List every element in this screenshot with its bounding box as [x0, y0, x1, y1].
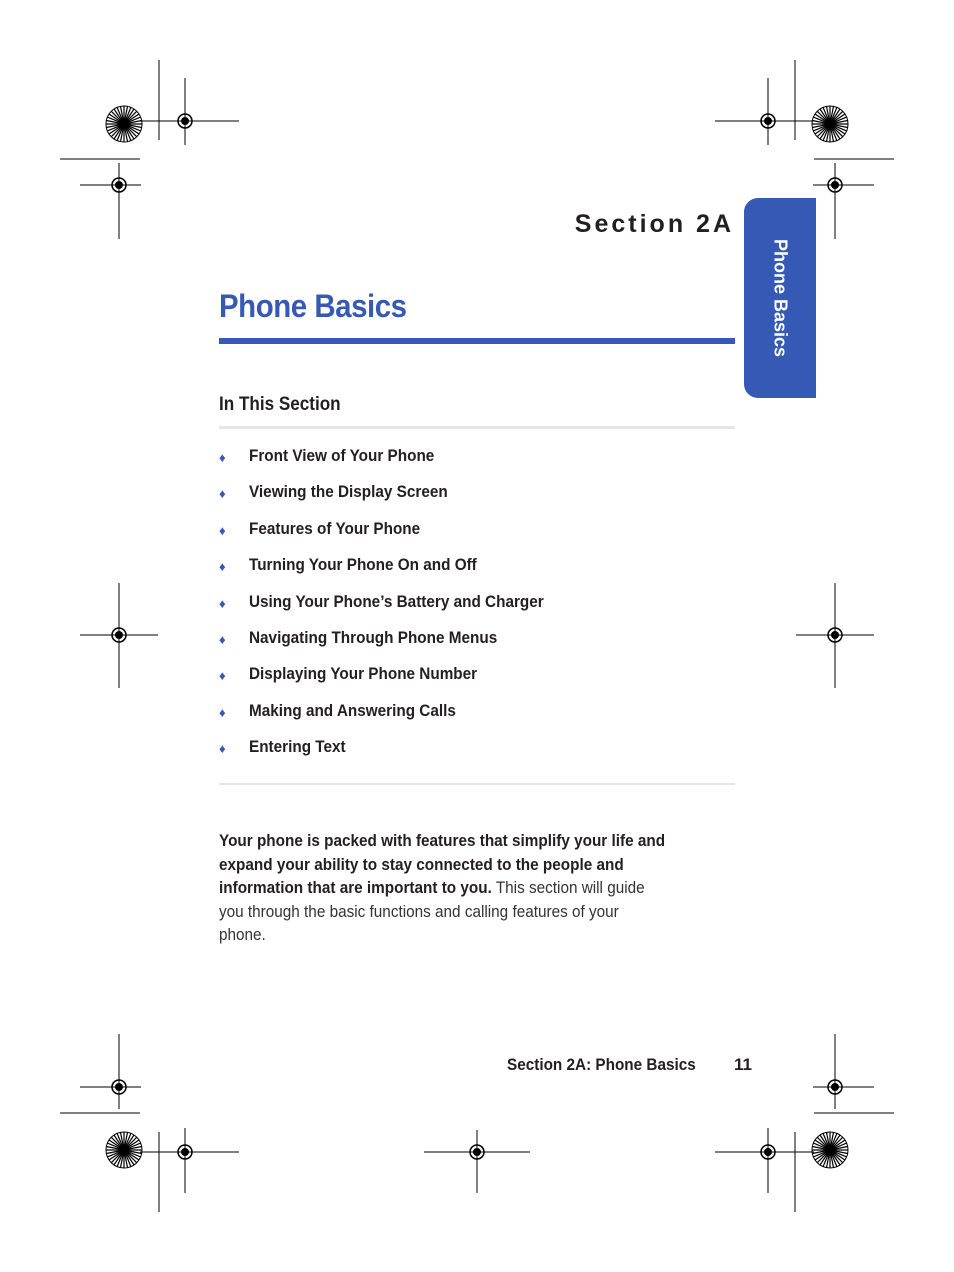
toc-item-label: Displaying Your Phone Number — [249, 664, 478, 684]
diamond-icon: ♦ — [219, 595, 226, 611]
diamond-icon: ♦ — [219, 704, 226, 720]
diamond-icon: ♦ — [219, 486, 226, 502]
diamond-icon: ♦ — [219, 559, 226, 575]
toc-item-label: Front View of Your Phone — [249, 446, 435, 465]
diamond-icon: ♦ — [219, 668, 226, 684]
section-label: Section 2A — [574, 210, 734, 238]
intro-bold-text: Your phone is packed with features that simplify your life and expand your ability to stay connected to the people and information that are important to you. — [219, 831, 666, 897]
footer-section-label: Section 2A: Phone Basics — [507, 1055, 696, 1074]
diamond-icon: ♦ — [219, 631, 226, 647]
intro-paragraph — [219, 829, 669, 947]
toc-item-label: Viewing the Display Screen — [249, 482, 448, 502]
intro-regular-text: This section will guide you through the basic functions and calling features of your phone. — [219, 878, 645, 944]
diamond-icon: ♦ — [219, 450, 226, 465]
page-number: 11 — [734, 1055, 752, 1074]
toc-heading: In This Section — [219, 394, 341, 415]
diamond-icon: ♦ — [219, 522, 226, 538]
toc-item-label: Entering Text — [249, 737, 346, 757]
toc-item-label: Turning Your Phone On and Off — [249, 555, 477, 575]
toc-top-rule — [219, 426, 735, 429]
title-underline — [219, 338, 735, 344]
toc-item-label: Making and Answering Calls — [249, 700, 456, 720]
diamond-icon: ♦ — [219, 741, 226, 757]
toc-item-label: Navigating Through Phone Menus — [249, 627, 498, 647]
toc-item-label: Using Your Phone’s Battery and Charger — [249, 591, 544, 611]
toc-item-label: Features of Your Phone — [249, 518, 421, 538]
toc-bottom-rule — [219, 783, 735, 785]
page-title: Phone Basics — [219, 288, 407, 324]
side-tab-label: Phone Basics — [770, 238, 791, 358]
